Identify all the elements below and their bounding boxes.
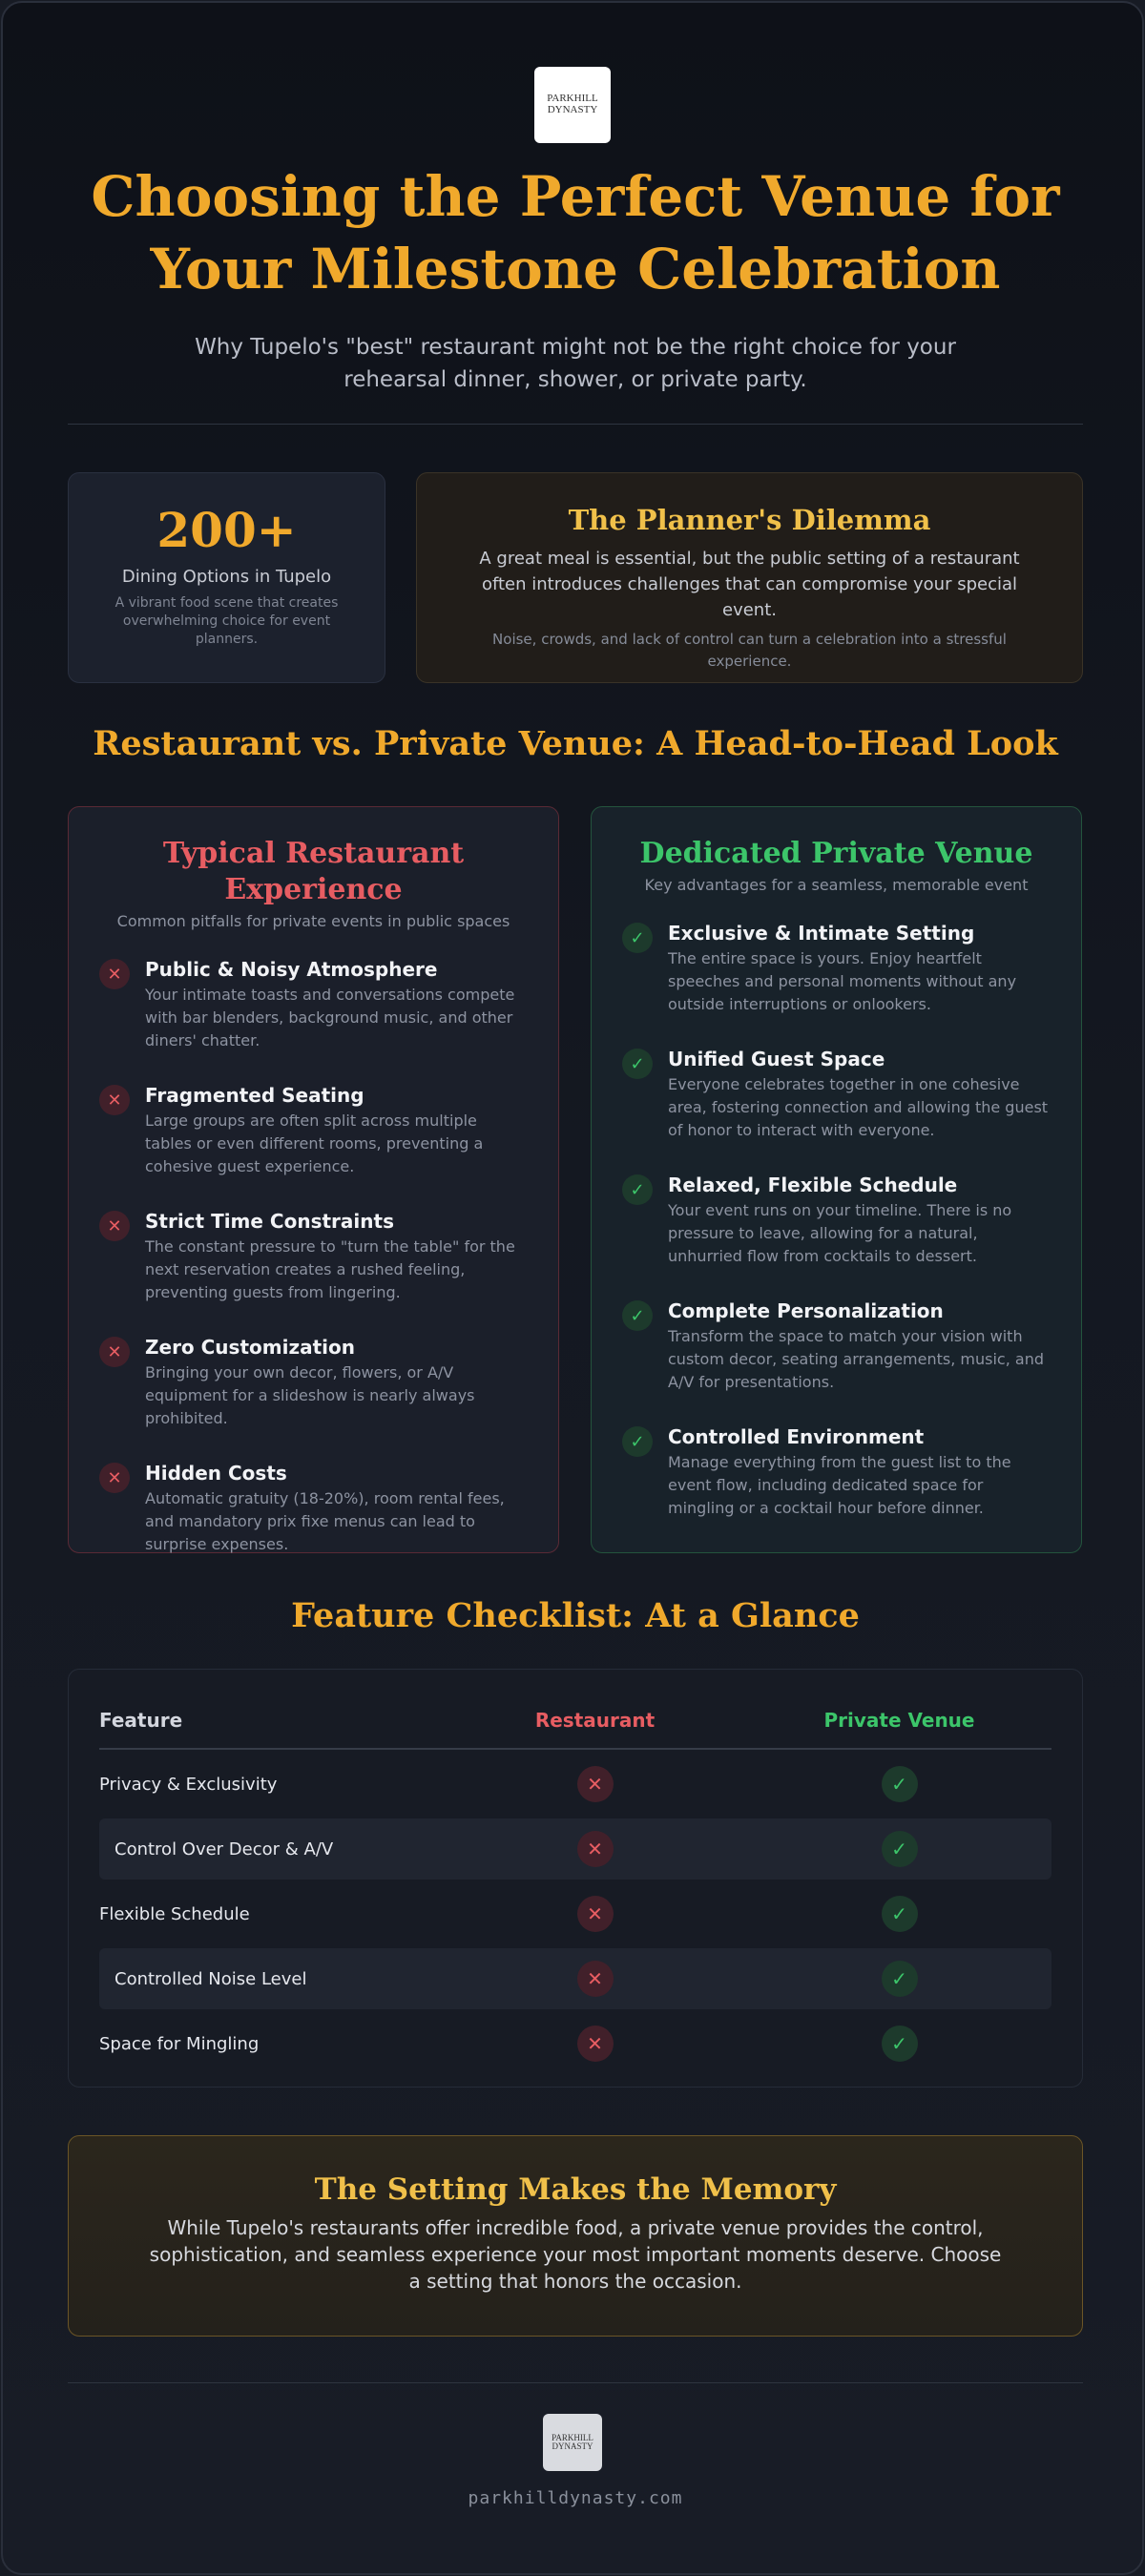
restaurant-pitfall-3 [99,1335,528,1430]
infographic-page [1,1,1144,2575]
item-description: Your intimate toasts and conversations compete with bar blenders, background music, and other diners' chatter. [145,986,515,1049]
x-icon: ✕ [577,1961,614,1997]
x-icon: ✕ [577,2025,614,2062]
footer-logo[interactable] [543,2414,602,2471]
table-header-row [99,1693,1051,1750]
table-row [99,1883,1051,1944]
check-icon: ✓ [622,1049,653,1079]
page-subtitle: Why Tupelo's "best" restaurant might not be the right choice for your rehearsal dinner, shower, or private party. [195,335,956,392]
item-title: Zero Customization [145,1336,355,1359]
checklist-section-title: Feature Checklist: At a Glance [291,1596,860,1635]
restaurant-pitfall-2 [99,1209,528,1304]
stat-card [68,472,385,683]
header-feature: Feature [99,1709,183,1732]
check-icon: ✓ [882,2025,918,2062]
item-title: Strict Time Constraints [145,1210,394,1233]
dilemma-body: A great meal is essential, but the public setting of a restaurant often introduces challenges that can compromise your special event. [479,549,1020,620]
venue-advantage-3 [622,1298,1051,1394]
check-icon: ✓ [622,1174,653,1205]
venue-column-subtitle: Key advantages for a seamless, memorable event [644,876,1029,894]
x-icon: ✕ [99,1463,130,1493]
feature-name: Flexible Schedule [99,1903,250,1924]
table-row [99,1754,1051,1815]
restaurant-pitfall-4 [99,1461,528,1556]
venue-advantage-0 [622,921,1051,1016]
dilemma-card [416,472,1083,683]
feature-name: Space for Mingling [99,2033,260,2054]
x-icon: ✕ [99,959,130,989]
x-icon: ✕ [577,1766,614,1802]
item-description: The entire space is yours. Enjoy heartfelt speeches and personal moments without any outside interruptions or onlookers. [668,949,1017,1013]
check-icon: ✓ [622,923,653,953]
x-icon: ✕ [99,1085,130,1115]
page-title: Choosing the Perfect Venue for Your Milestone Celebration [91,164,1060,301]
footer-divider [68,2382,1083,2383]
table-row [99,1948,1051,2009]
footer-website-link[interactable]: parkhilldynasty.com [468,2488,683,2508]
feature-name: Privacy & Exclusivity [99,1774,278,1795]
header-divider [68,424,1083,425]
closing-card [68,2135,1083,2337]
item-title: Complete Personalization [668,1299,944,1322]
brand-logo[interactable] [534,67,611,143]
comparison-section-title: Restaurant vs. Private Venue: A Head-to-Head Look [93,724,1058,763]
item-description: Automatic gratuity (18-20%), room rental fees, and mandatory prix fixe menus can lead to surprise expenses. [145,1489,505,1553]
closing-body: While Tupelo's restaurants offer incredible food, a private venue provides the control, sophistication, and seamless experience your most important moments deserve. Choose a setting that honors the occasion. [149,2216,1002,2293]
check-icon: ✓ [882,1961,918,1997]
stat-label: Dining Options in Tupelo [121,567,332,587]
restaurant-pitfall-1 [99,1083,528,1178]
venue-advantage-4 [622,1424,1051,1520]
item-description: Large groups are often split across multiple tables or even different rooms, preventing a cohesive guest experience. [145,1111,484,1175]
item-title: Unified Guest Space [668,1048,885,1070]
item-title: Controlled Environment [668,1425,925,1448]
restaurant-column-subtitle: Common pitfalls for private events in public spaces [116,912,510,930]
check-icon: ✓ [622,1426,653,1457]
item-title: Fragmented Seating [145,1084,364,1107]
restaurant-column-title: Typical Restaurant Experience [162,837,465,906]
logo-line1: PARKHILL [547,93,598,105]
item-description: Transform the space to match your vision with custom decor, seating arrangements, music, and A/V for presentations. [668,1327,1044,1391]
closing-title: The Setting Makes the Memory [314,2172,837,2207]
item-title: Relaxed, Flexible Schedule [668,1174,958,1196]
item-description: Bringing your own decor, flowers, or A/V equipment for a slideshow is nearly always prohibited. [145,1363,475,1427]
item-description: The constant pressure to "turn the table" for the next reservation creates a rushed feeling, preventing guests from lingering. [145,1237,515,1301]
table-row [99,2013,1051,2074]
table-row [99,1818,1051,1880]
item-title: Hidden Costs [145,1462,287,1485]
venue-column-title: Dedicated Private Venue [639,837,1033,870]
item-title: Exclusive & Intimate Setting [668,922,975,945]
item-description: Everyone celebrates together in one cohesive area, fostering connection and allowing the guest of honor to interact with everyone. [668,1075,1049,1139]
venue-advantage-2 [622,1173,1051,1268]
stat-number: 200+ [156,502,297,558]
x-icon: ✕ [577,1896,614,1932]
logo-line2: DYNASTY [547,104,598,115]
header-private-venue: Private Venue [823,1709,975,1732]
check-icon: ✓ [622,1300,653,1331]
check-icon: ✓ [882,1766,918,1802]
restaurant-column [68,806,559,1553]
x-icon: ✕ [99,1211,130,1241]
item-description: Your event runs on your timeline. There is no pressure to leave, allowing for a natural, unhurried flow from cocktails to dessert. [668,1201,1012,1265]
dilemma-note: Noise, crowds, and lack of control can turn a celebration into a stressful experience. [492,631,1007,670]
check-icon: ✓ [882,1896,918,1932]
item-title: Public & Noisy Atmosphere [145,958,438,981]
feature-name: Controlled Noise Level [114,1968,307,1989]
venue-column [591,806,1082,1553]
check-icon: ✓ [882,1831,918,1867]
feature-checklist-table [68,1669,1083,2088]
venue-advantage-1 [622,1047,1051,1142]
x-icon: ✕ [99,1337,130,1367]
item-description: Manage everything from the guest list to the event flow, including dedicated space for mingling or a cocktail hour before dinner. [668,1453,1011,1517]
feature-name: Control Over Decor & A/V [114,1839,334,1859]
restaurant-pitfall-0 [99,957,528,1052]
header-restaurant: Restaurant [534,1709,656,1732]
dilemma-title: The Planner's Dilemma [568,504,931,536]
footer-logo-line1: PARKHILL [552,2432,593,2442]
stat-description: A vibrant food scene that creates overwhelming choice for event planners. [114,595,339,647]
x-icon: ✕ [577,1831,614,1867]
footer-logo-line2: DYNASTY [552,2441,593,2451]
